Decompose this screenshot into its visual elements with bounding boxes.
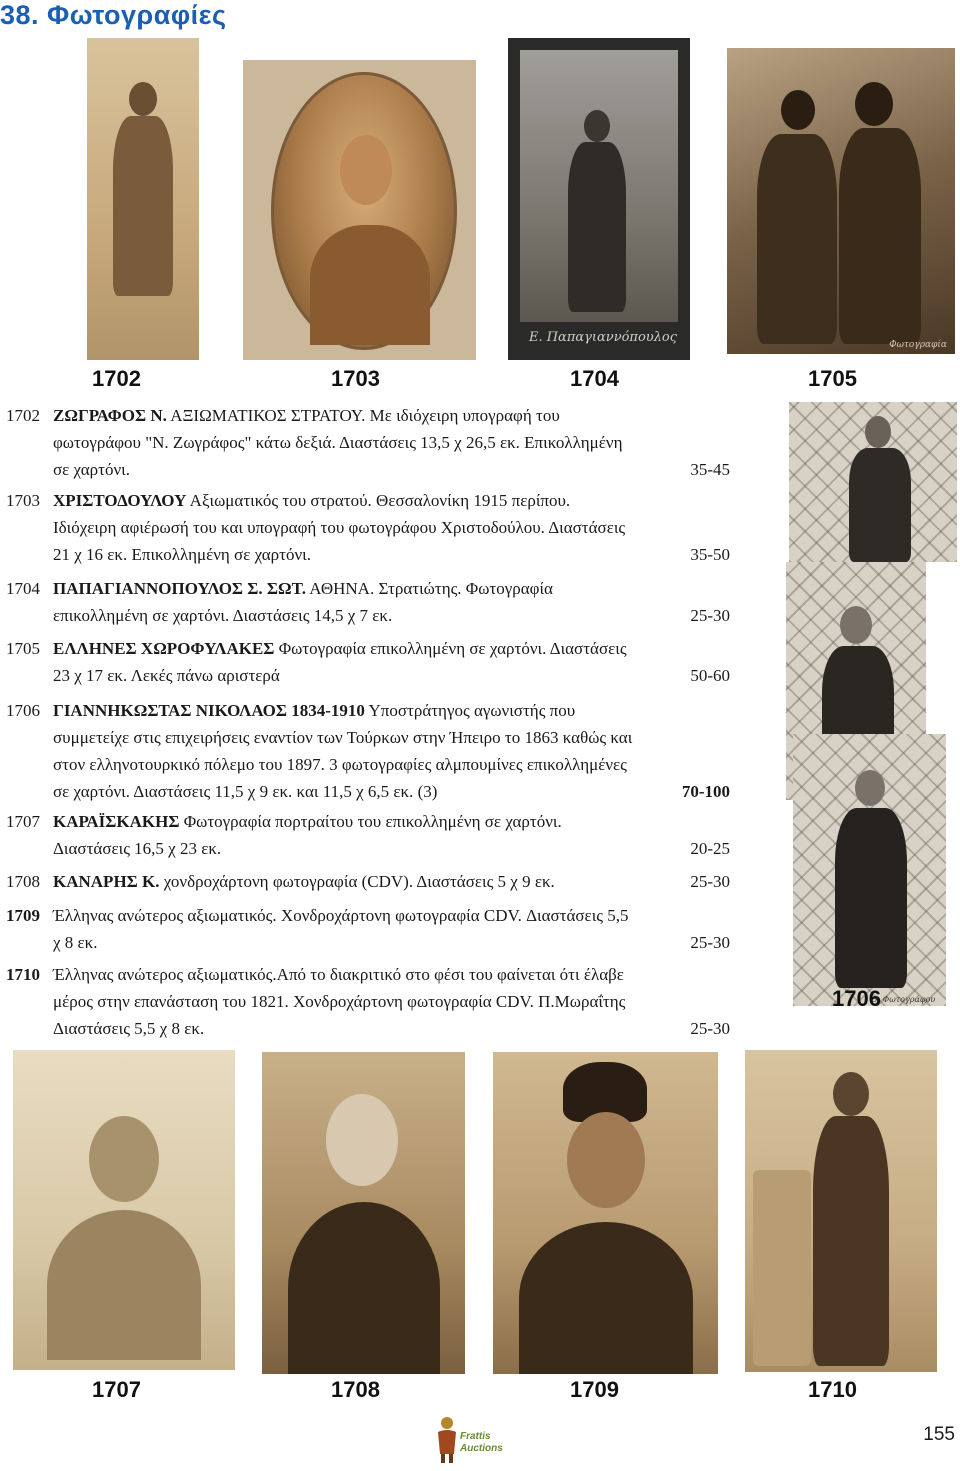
lot-price: 35-45 [690,460,730,479]
lot-text: Διαστάσεις 5,5 χ 8 εκ. [53,1019,205,1038]
figure-body-right [839,128,921,344]
lot-text: Διαστάσεις 16,5 χ 23 εκ. [53,839,222,858]
figure-body [568,142,626,312]
lot-1704 [6,575,730,629]
lot-1710 [6,961,730,1042]
lot-text: σε χαρτόνι. Διαστάσεις 11,5 χ 9 εκ. και 11,5 χ 6,5 εκ. (3) [53,782,438,801]
figure-head [326,1094,398,1186]
lot-id: 1706 [6,701,40,720]
label-1707: 1707 [92,1377,141,1402]
label-1702: 1702 [92,366,141,391]
figure-head-right [855,82,893,126]
label-1703: 1703 [331,366,380,391]
lot-title: ΧΡΙΣΤΟΔΟΥΛΟΥ [53,491,187,510]
lot-id: 1707 [6,812,40,831]
lot-text: συμμετείχε στις επιχειρήσεις εναντίον των Τούρκων στην Ήπειρο το 1863 καθώς και [53,728,633,747]
photographer-inscription: Ε. Παπαγιαννόπουλος [528,330,678,345]
lot-1709 [6,902,730,956]
photo-1707 [13,1050,235,1370]
lot-price: 25-30 [690,606,730,625]
figure-body [835,808,907,988]
lot-price: 35-50 [690,545,730,564]
label-1709: 1709 [570,1377,619,1402]
figure-head [855,770,885,806]
figure-head [833,1072,869,1116]
lot-price: 70-100 [681,782,730,801]
photo-1703 [243,60,476,360]
logo-text-line1: Frattis [460,1431,491,1442]
lot-text: Αξιωματικός του στρατού. Θεσσαλονίκη 1915 περίπου. [186,491,571,510]
lot-price: 25-30 [690,1019,730,1038]
lot-title: ΠΑΠΑΓΙΑΝΝΟΠΟΥΛΟΣ Σ. ΣΩΤ. [53,579,306,598]
lot-id: 1705 [6,639,40,658]
figure-head [129,82,157,116]
lot-1708 [6,868,730,895]
lot-text: χ 8 εκ. [53,933,98,952]
lot-price: 20-25 [690,839,730,858]
figure-body [849,448,911,562]
lot-text: σε χαρτόνι. [53,460,130,479]
lot-text: φωτογράφου "Ν. Ζωγράφος" κάτω δεξιά. Διαστάσεις 13,5 χ 26,5 εκ. Επικολλημένη [53,433,623,452]
logo-text-line2: Auctions [460,1443,503,1454]
lot-id: 1708 [6,872,40,891]
lot-1702 [6,402,730,483]
lot-price: 25-30 [690,872,730,891]
photographer-inscription: Φωτογραφία [889,340,947,350]
label-1704: 1704 [570,366,619,391]
figure-head [89,1116,159,1202]
lot-1705 [6,635,730,689]
lot-title: ΕΛΛΗΝΕΣ ΧΩΡΟΦΥΛΑΚΕΣ [53,639,275,658]
lot-text: μέρος στην επανάσταση του 1821. Χονδροχάρτονη φωτογραφία CDV. Π.Μωραΐτης [53,992,626,1011]
figure-body [47,1210,201,1360]
portrait-uniform [310,225,430,345]
lot-text: στον ελληνοτουρκικό πόλεμο του 1897. 3 φωτογραφίες αλμπουμίνες επικολλημένες [53,755,627,774]
label-1706: 1706 [832,986,881,1011]
figure-head-left [781,90,815,130]
lot-id: 1704 [6,579,40,598]
logo-figure-icon [432,1414,462,1464]
lot-price: 25-30 [690,933,730,952]
lot-text: 23 χ 17 εκ. Λεκές πάνω αριστερά [53,666,280,685]
lot-text: ΑΞΙΩΜΑΤΙΚΟΣ ΣΤΡΑΤΟΥ. Με ιδιόχειρη υπογραφή του [166,406,560,425]
figure-body [113,116,173,296]
lot-title: ΖΩΓΡΑΦΟΣ Ν. [53,406,167,425]
photo-1704 [508,38,690,360]
lot-text: 21 χ 16 εκ. Επικολλημένη σε χαρτόνι. [53,545,311,564]
page-number: 155 [923,1424,955,1445]
lot-id: 1710 [6,965,40,984]
portrait-head [340,135,392,205]
figure-head [865,416,891,448]
figure-body [813,1116,889,1366]
lot-text: χονδροχάρτονη φωτογραφία (CDV). Διαστάσεις 5 χ 9 εκ. [159,872,555,891]
lot-1706 [6,697,730,805]
lot-id: 1709 [6,906,40,925]
lot-1703 [6,487,730,568]
photo-1710 [745,1050,937,1372]
lot-text: Φωτογραφία επικολλημένη σε χαρτόνι. Διαστάσεις [274,639,627,658]
lot-id: 1703 [6,491,40,510]
lot-title: ΚΑΡΑΪΣΚΑΚΗΣ [53,812,180,831]
figure-body-left [757,134,837,344]
figure-head [840,606,872,644]
photo-1706-a [789,402,957,562]
figure-head [567,1112,645,1208]
lot-text: Υποστράτηγος αγωνιστής που [364,701,576,720]
photo-1708 [262,1052,465,1374]
lot-text: Έλληνας ανώτερος αξιωματικός.Από το διακριτικό στο φέσι του φαίνεται ότι έλαβε [53,965,624,984]
photo-inner [520,50,678,322]
label-1708: 1708 [331,1377,380,1402]
photographer-inscription: Θ. Φωτογράφου [871,995,936,1004]
lot-text: Έλληνας ανώτερος αξιωματικός. Χονδροχάρτονη φωτογραφία CDV. Διαστάσεις 5,5 [53,906,629,925]
page-title: 38. Φωτογραφίες [0,0,227,30]
label-1705: 1705 [808,366,857,391]
lot-title: ΓΙΑΝΝΗΚΩΣΤΑΣ ΝΙΚΟΛΑΟΣ 1834-1910 [53,701,365,720]
lot-text: ΑΘΗΝΑ. Στρατιώτης. Φωτογραφία [305,579,553,598]
lot-price: 50-60 [690,666,730,685]
photo-1702 [87,38,199,360]
figure-body [519,1222,693,1374]
lot-text: επικολλημένη σε χαρτόνι. Διαστάσεις 14,5 χ 7 εκ. [53,606,393,625]
figure-body [288,1202,440,1374]
photo-1709 [493,1052,718,1374]
portrait-oval [271,72,457,350]
lot-title: ΚΑΝΑΡΗΣ Κ. [53,872,160,891]
photo-1705 [727,48,955,354]
lot-text: Φωτογραφία πορτραίτου του επικολλημένη σε χαρτόνι. [179,812,562,831]
label-1710: 1710 [808,1377,857,1402]
lot-1707 [6,808,730,862]
lot-id: 1702 [6,406,40,425]
lot-text: Ιδιόχειρη αφιέρωσή του και υπογραφή του φωτογράφου Χριστοδούλου. Διαστάσεις [53,518,626,537]
photo-1706-c [793,734,946,1006]
column-prop [753,1170,811,1366]
figure-head [584,110,610,142]
